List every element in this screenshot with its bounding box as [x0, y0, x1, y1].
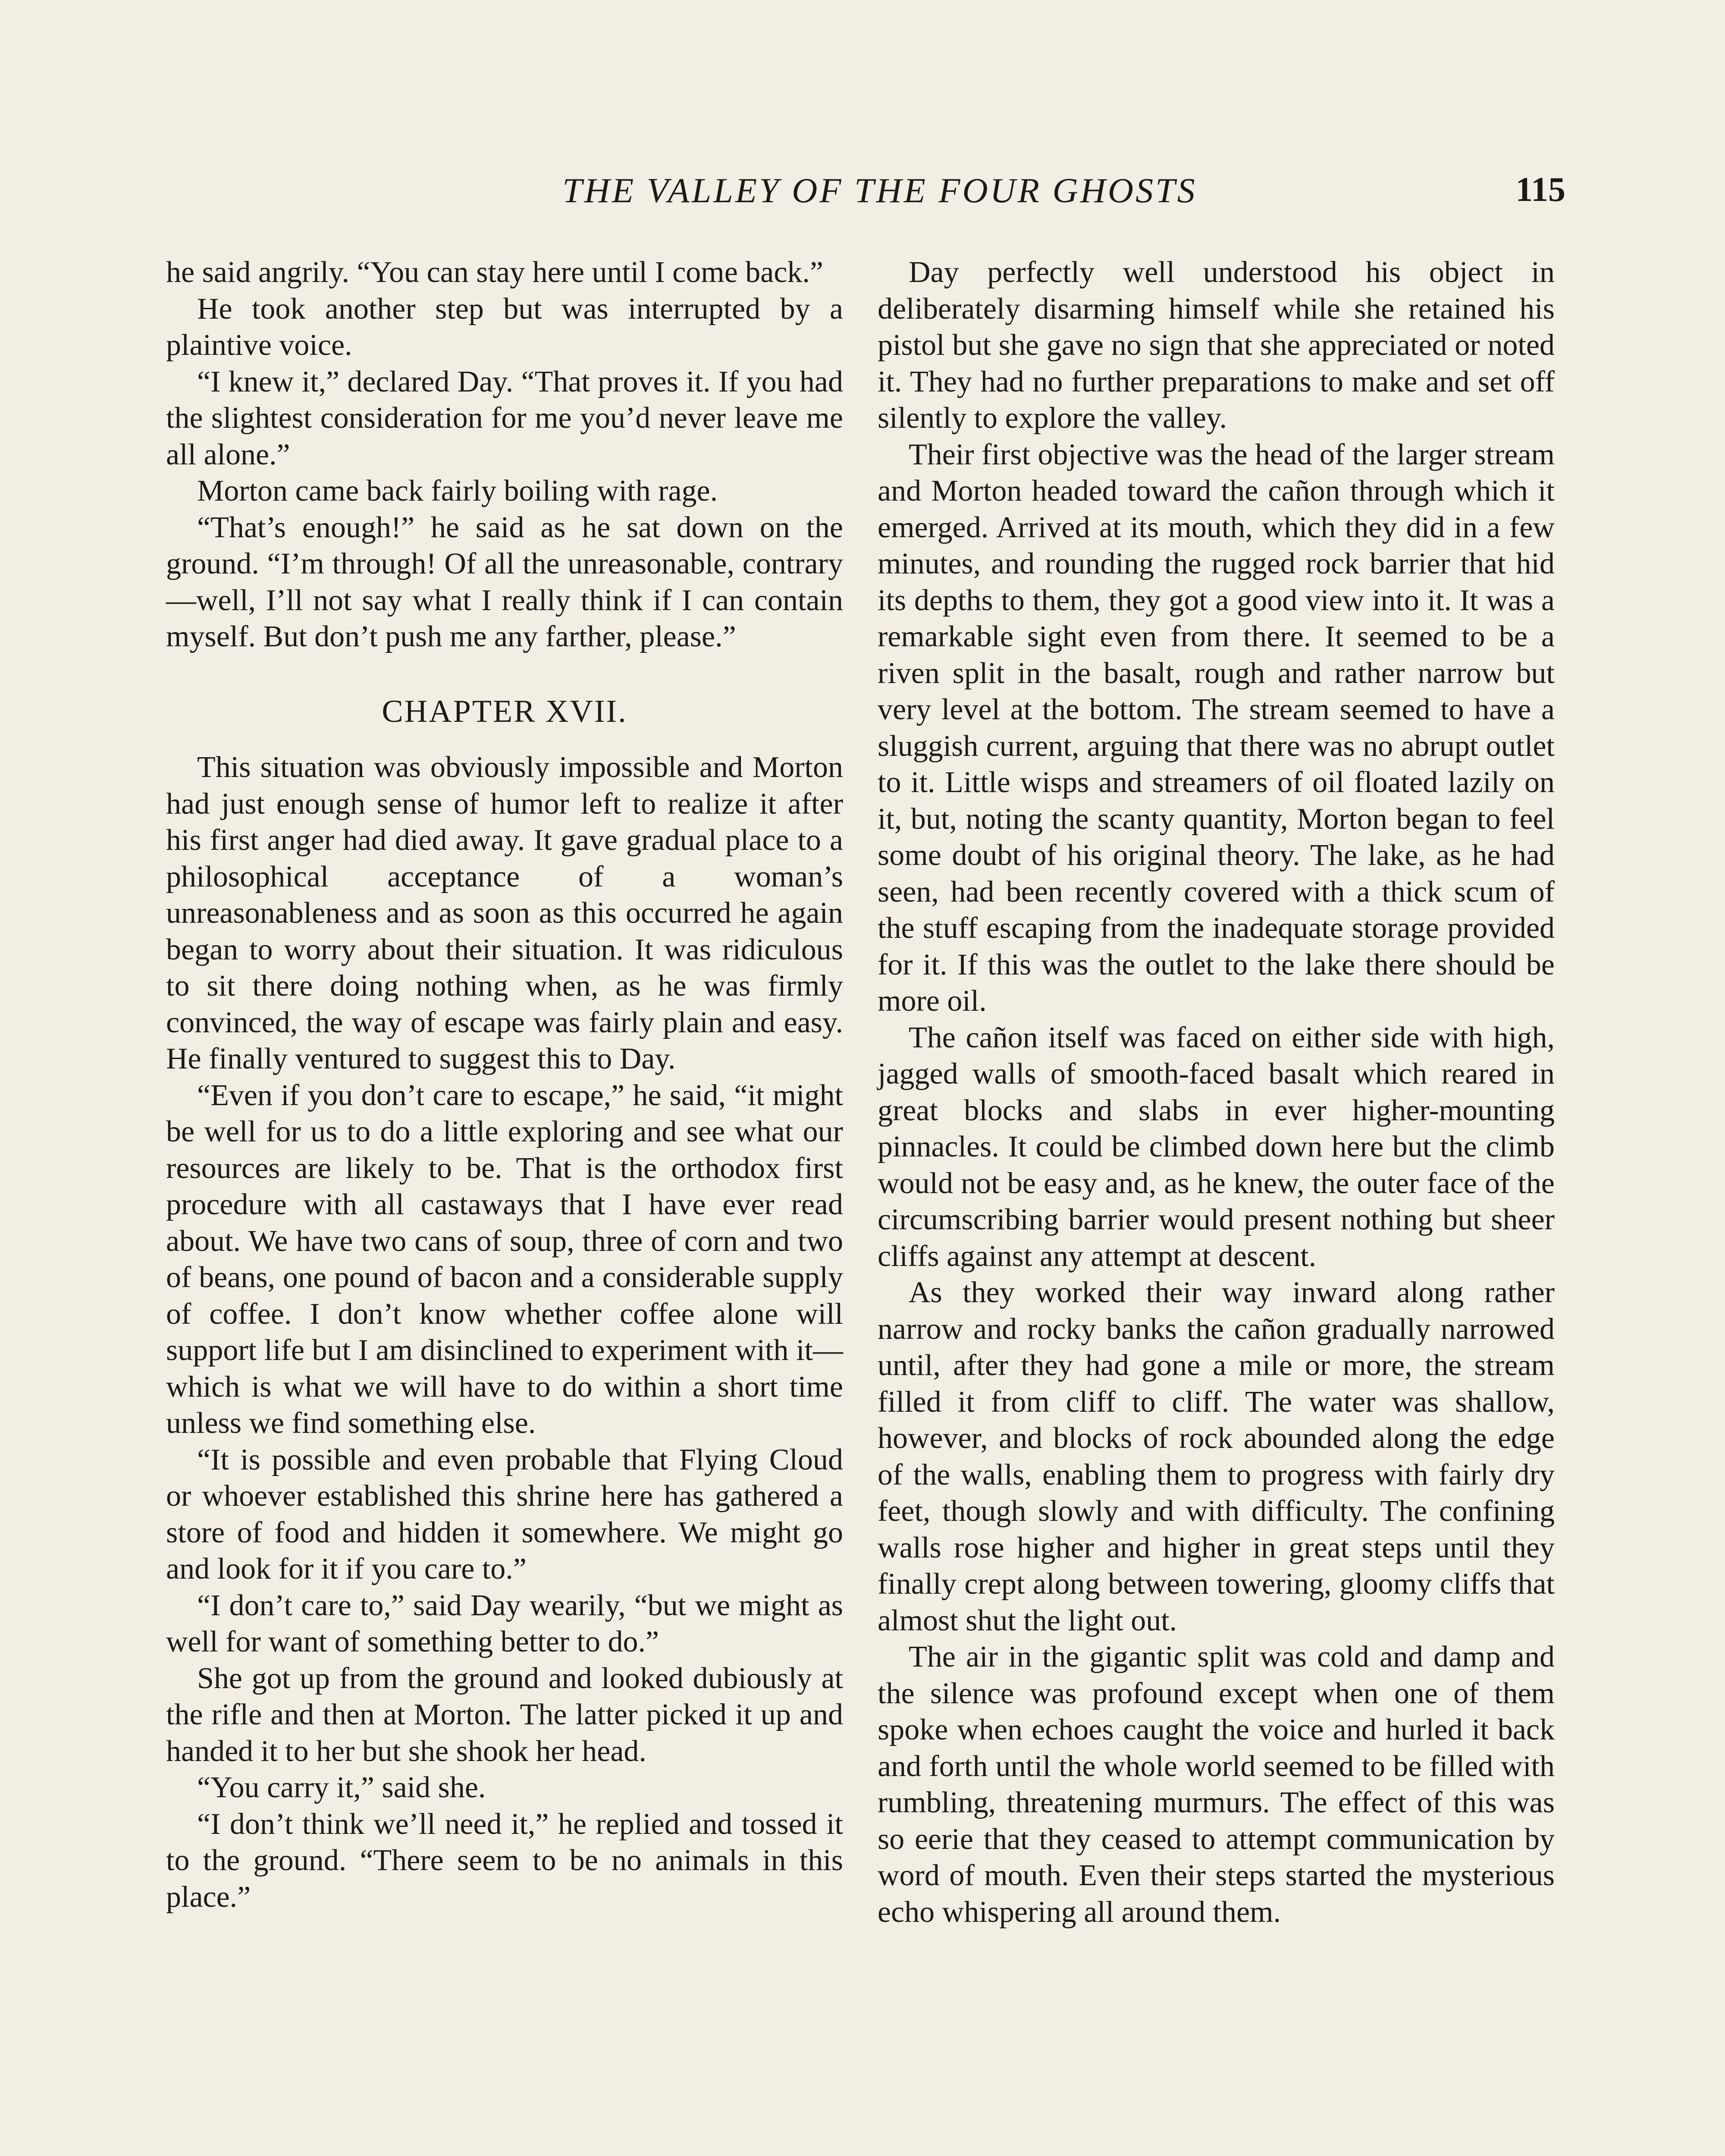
paragraph: he said angrily. “You can stay here until I come back.” — [166, 256, 823, 289]
paragraph: “That’s enough!” he said as he sat down on the ground. “I’m through! Of all the unreasonable, contrary—well, I’ll not say what I really think if I can contain myself. But don’t push me any farther, please.” — [166, 511, 843, 653]
paragraph: “Even if you don’t care to escape,” he said, “it might be well for us to do a little exploring and see what our resources are likely to be. That is the orthodox first procedure with all castaways that I have ever read about. We have two cans of soup, three of corn and two of beans, one pound of bacon and a considerable supply of coffee. I don’t know whether coffee alone will support life but I am disinclined to experiment with it—which is what we will have to do within a short time unless we find something else. — [166, 1078, 843, 1440]
paragraph: “I don’t think we’ll need it,” he replied and tossed it to the ground. “There seem to be no animals in this place.” — [166, 1807, 843, 1914]
left-column — [166, 254, 843, 1915]
paragraph: “I don’t care to,” said Day wearily, “but we might as well for want of something better to do.” — [166, 1589, 843, 1658]
paragraph: As they worked their way inward along rather narrow and rocky banks the cañon gradually narrowed until, after they had gone a mile or more, the stream filled it from cliff to cliff. The water was shallow, however, and blocks of rock abounded along the edge of the walls, enabling them to progress with fairly dry feet, though slowly and with difficulty. The confining walls rose higher and higher in great steps until they finally crept along between towering, gloomy cliffs that almost shut the light out. — [878, 1276, 1555, 1637]
paragraph: Day perfectly well understood his object in deliberately disarming himself while she retained his pistol but she gave no sign that she appreciated or noted it. They had no further preparations to make and set off silently to explore the valley. — [878, 256, 1555, 435]
paragraph: “It is possible and even probable that Flying Cloud or whoever established this shrine here has gathered a store of food and hidden it somewhere. We might go and look for it if you care to.” — [166, 1443, 843, 1586]
paragraph: Their first objective was the head of the larger stream and Morton headed toward the cañon through which it emerged. Arrived at its mouth, which they did in a few minutes, and rounding the rugged rock barrier that hid its depths to them, they got a good view into it. It was a remarkable sight even from there. It seemed to be a riven split in the basalt, rough and rather narrow but very level at the bottom. The stream seemed to have a sluggish current, arguing that there was no abrupt outlet to it. Little wisps and streamers of oil floated lazily on it, but, noting the scanty quantity, Morton began to feel some doubt of his original theory. The lake, as he had seen, had been recently covered with a thick scum of the stuff escaping from the inadequate storage provided for it. If this was the outlet to the lake there should be more oil. — [878, 438, 1555, 1018]
paragraph: He took another step but was interrupted by a plaintive voice. — [166, 292, 843, 362]
paragraph: The cañon itself was faced on either side with high, jagged walls of smooth-faced basalt which reared in great blocks and slabs in ever higher-mounting pinnacles. It could be climbed down here but the climb would not be easy and, as he knew, the outer face of the circumscribing barrier would present nothing but sheer cliffs against any attempt at descent. — [878, 1021, 1555, 1273]
paragraph: “I knew it,” declared Day. “That proves it. If you had the slightest consideration for me you’d never leave me all alone.” — [166, 365, 843, 471]
running-title: THE VALLEY OF THE FOUR GHOSTS — [562, 171, 1197, 210]
paragraph: “You carry it,” said she. — [197, 1771, 486, 1804]
chapter-heading: CHAPTER XVII. — [382, 693, 627, 729]
paragraph: She got up from the ground and looked dubiously at the rifle and then at Morton. The latter picked it up and handed it to her but she shook her head. — [166, 1661, 843, 1768]
paragraph: The air in the gigantic split was cold and damp and the silence was profound except when one of them spoke when echoes caught the voice and hurled it back and forth until the whole world seemed to be filled with rumbling, threatening murmurs. The effect of this was so eerie that they ceased to attempt communication by word of mouth. Even their steps started the mysterious echo whispering all around them. — [878, 1640, 1555, 1929]
paragraph: This situation was obviously impossible and Morton had just enough sense of humor left to realize it after his first anger had died away. It gave gradual place to a philosophical acceptance of a woman’s unreasonableness and as soon as this occurred he again began to worry about their situation. It was ridiculous to sit there doing nothing when, as he was firmly convinced, the way of escape was fairly plain and easy. He finally ventured to suggest this to Day. — [166, 751, 843, 1075]
page-number: 115 — [1515, 171, 1565, 209]
paragraph: Morton came back fairly boiling with rage. — [197, 474, 718, 508]
right-column — [878, 254, 1555, 1930]
